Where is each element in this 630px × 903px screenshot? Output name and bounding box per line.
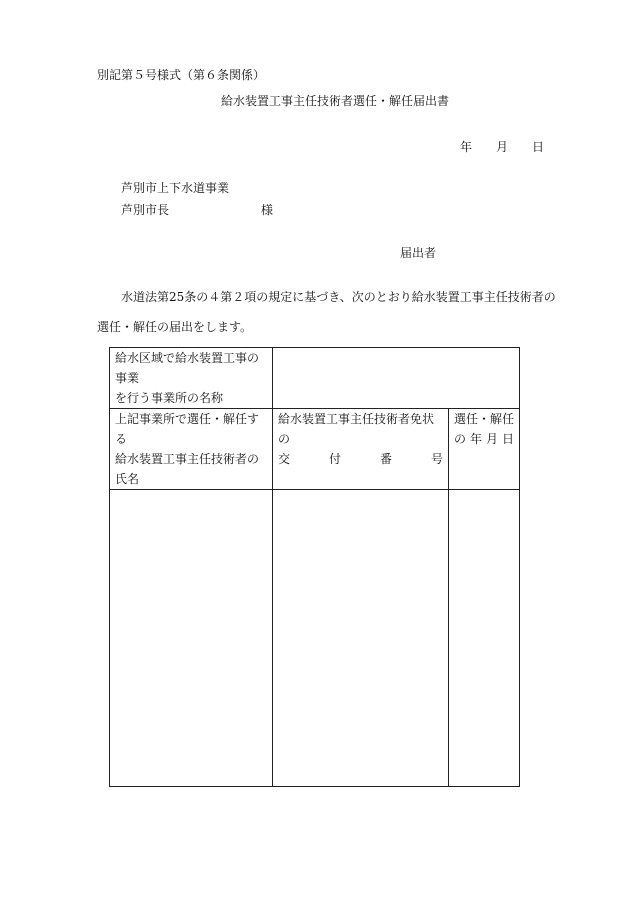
table-row-headers: [110, 409, 520, 490]
name-header-line-1: 上記事業所で選任・解任する: [115, 412, 260, 446]
date-header-cell: [449, 409, 520, 490]
date-header-line-1: [454, 409, 514, 429]
office-label-line-1: 給水区域で給水装置工事の事業: [115, 351, 260, 385]
addressee-honorific: 様: [261, 203, 274, 217]
addressee-organization: 芦別市上下水道事業: [121, 181, 230, 195]
table-row-entries: [110, 490, 520, 787]
table-row-office: [110, 348, 520, 409]
date-header-char: ・: [478, 412, 491, 426]
technician-name-field[interactable]: [110, 490, 273, 787]
license-number-field[interactable]: [273, 490, 449, 787]
date-header-char: 解: [490, 412, 503, 426]
date-month-label: 月: [496, 140, 509, 154]
body-text-line-2: 選任・解任の届出をします。: [97, 320, 253, 334]
license-header-char: 番: [379, 452, 392, 466]
license-header-char: 付: [328, 452, 341, 466]
office-label-line-2: を行う事業所の名称: [115, 391, 224, 405]
submitter-label: 届出者: [400, 246, 437, 260]
date-header-char: の: [454, 432, 467, 446]
date-header-char: 日: [502, 432, 515, 446]
license-header-line-2: [278, 449, 443, 469]
date-day-label: 日: [532, 140, 545, 154]
notification-table: [109, 347, 520, 787]
date-header-char: 任: [502, 412, 515, 426]
appointment-date-field[interactable]: [449, 490, 520, 787]
date-year-label: 年: [460, 140, 473, 154]
name-header-cell: [110, 409, 273, 490]
form-identifier: 別記第５号様式（第６条関係）: [97, 68, 266, 82]
document-title: 給水装置工事主任技術者選任・解任届出書: [221, 94, 450, 108]
license-header-char: 号: [430, 452, 443, 466]
name-header-line-2: 給水装置工事主任技術者の氏名: [115, 452, 260, 486]
office-name-label-cell: [110, 348, 273, 409]
date-header-char: 年: [470, 432, 483, 446]
date-header-char: 選: [454, 412, 467, 426]
license-header-line-1: 給水装置工事主任技術者免状の: [278, 412, 435, 446]
date-header-line-2: [454, 429, 514, 449]
addressee-title: 芦別市長: [121, 203, 170, 217]
license-header-cell: [273, 409, 449, 490]
body-text-line-1: 水道法第25条の４第２項の規定に基づき、次のとおり給水装置工事主任技術者の: [121, 290, 556, 304]
date-header-char: 任: [466, 412, 479, 426]
license-header-char: 交: [278, 452, 291, 466]
date-header-char: 月: [486, 432, 499, 446]
office-name-field[interactable]: [273, 348, 520, 409]
